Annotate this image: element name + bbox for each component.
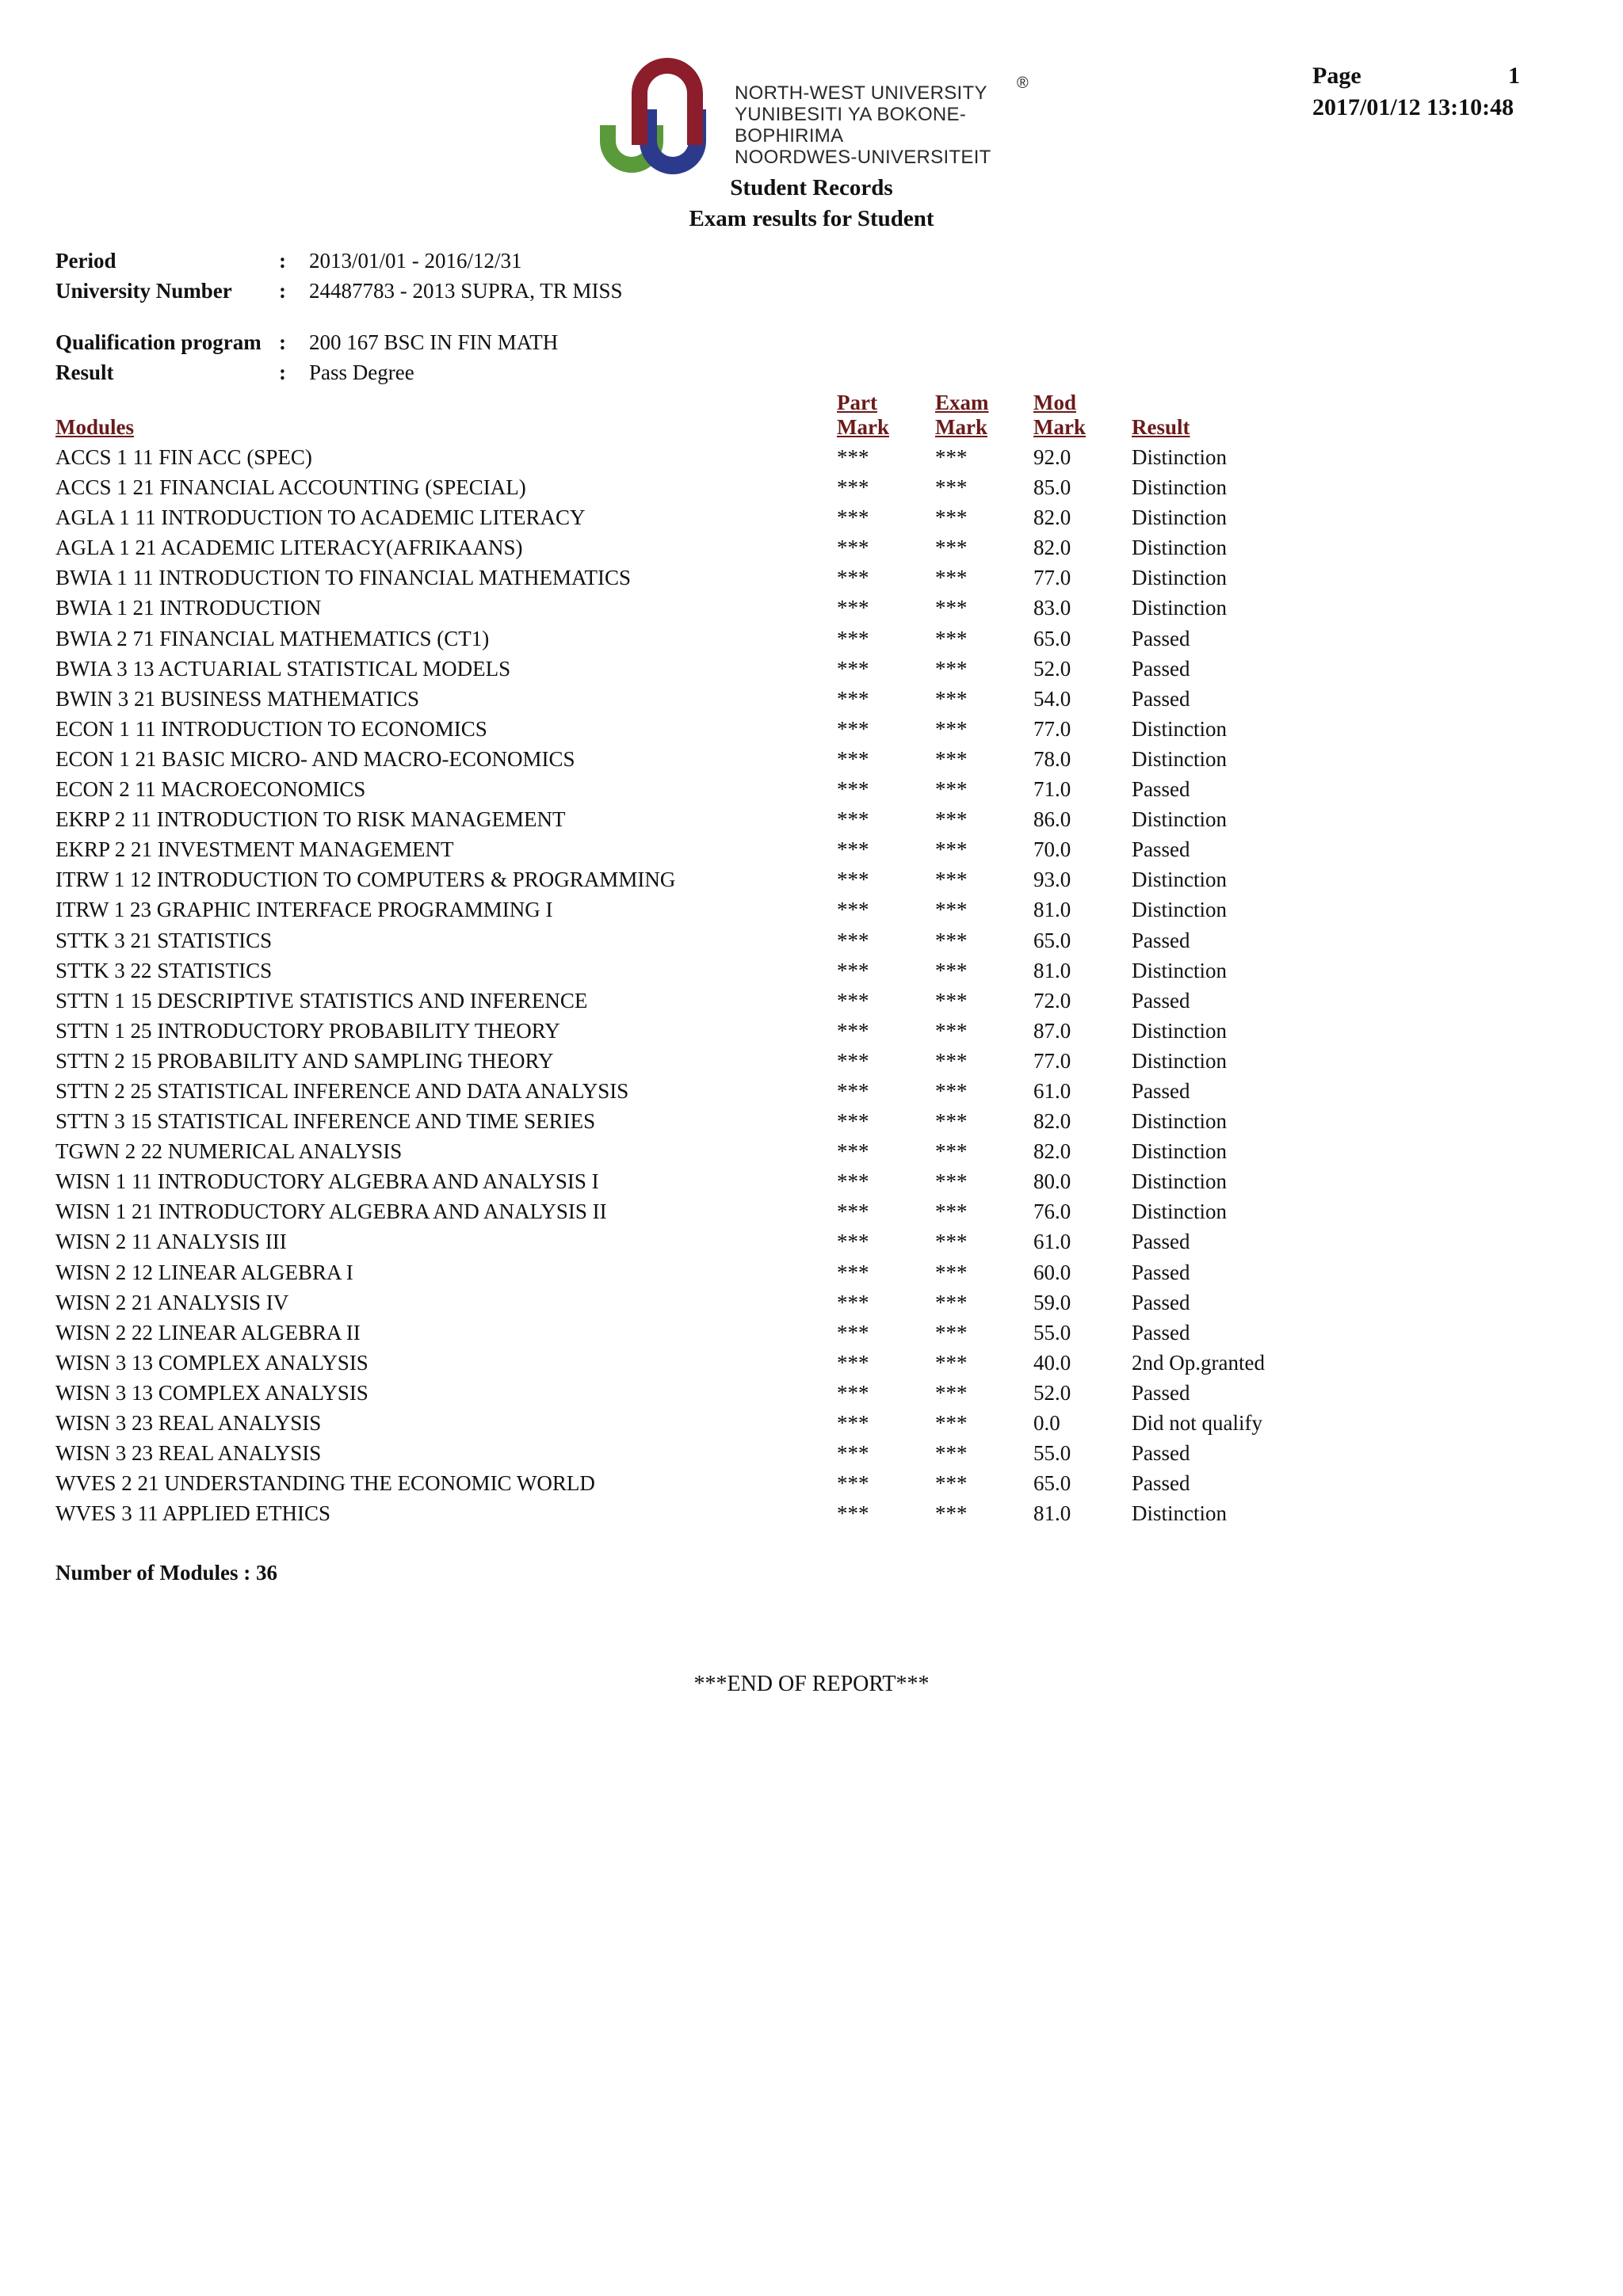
part-header-line-1: Part (837, 391, 877, 414)
mod-mark: 93.0 (1033, 868, 1071, 892)
part-mark: *** (837, 958, 869, 982)
mod-mark: 82.0 (1033, 505, 1071, 530)
part-mark: *** (837, 777, 869, 802)
part-mark: *** (837, 1471, 869, 1496)
qualification-label: Qualification program (55, 330, 262, 354)
exam-mark: *** (935, 1411, 968, 1435)
mod-mark: 65.0 (1033, 626, 1071, 650)
result-cell: Distinction (1132, 1139, 1227, 1164)
module-name: STTN 1 15 DESCRIPTIVE STATISTICS AND INFERENCE (55, 988, 588, 1013)
part-mark: *** (837, 626, 869, 650)
result-cell: Passed (1132, 1290, 1190, 1314)
mod-mark: 77.0 (1033, 566, 1071, 590)
mod-header-line-1: Mod (1033, 391, 1076, 414)
logo-line-3: NOORDWES-UNIVERSITEIT (735, 147, 991, 168)
result-cell: Passed (1132, 1230, 1190, 1254)
exam-mark-header (935, 391, 989, 440)
end-of-report: ***END OF REPORT*** (693, 1672, 930, 1696)
module-name: ITRW 1 23 GRAPHIC INTERFACE PROGRAMMING I (55, 898, 553, 922)
mod-mark-header (1033, 391, 1086, 440)
mod-mark: 71.0 (1033, 777, 1071, 802)
result-cell: Did not qualify (1132, 1411, 1262, 1435)
colon: : (279, 248, 286, 273)
exam-mark: *** (935, 777, 968, 802)
result-cell: Distinction (1132, 958, 1227, 982)
module-name: WISN 3 13 COMPLEX ANALYSIS (55, 1380, 369, 1405)
mod-mark: 0.0 (1033, 1411, 1060, 1435)
mod-mark: 82.0 (1033, 1109, 1071, 1134)
mod-mark: 76.0 (1033, 1199, 1071, 1224)
page-number-row (1312, 60, 1520, 92)
page-number: 1 (1508, 63, 1520, 89)
logo-line-2: YUNIBESITI YA BOKONE-BOPHIRIMA (735, 104, 967, 147)
exam-mark: *** (935, 1471, 968, 1496)
part-mark: *** (837, 656, 869, 681)
period-label: Period (55, 248, 116, 273)
mod-mark: 60.0 (1033, 1260, 1071, 1284)
colon: : (279, 360, 286, 384)
result-cell: Distinction (1132, 536, 1227, 560)
result-cell: Distinction (1132, 1109, 1227, 1134)
part-mark: *** (837, 1290, 869, 1314)
result-cell: Passed (1132, 626, 1190, 650)
exam-mark: *** (935, 1290, 968, 1314)
exam-mark: *** (935, 1320, 968, 1344)
logo-line-1: NORTH-WEST UNIVERSITY (735, 82, 987, 104)
mod-mark: 72.0 (1033, 988, 1071, 1013)
part-header-line-2: Mark (837, 415, 889, 439)
mod-mark: 61.0 (1033, 1230, 1071, 1254)
part-mark-header (837, 391, 889, 440)
qualification-row (55, 327, 558, 357)
mod-mark: 81.0 (1033, 1501, 1071, 1526)
exam-mark: *** (935, 1501, 968, 1526)
module-name: WISN 2 21 ANALYSIS IV (55, 1290, 289, 1314)
module-name: WISN 3 23 REAL ANALYSIS (55, 1441, 322, 1466)
part-mark: *** (837, 898, 869, 922)
part-mark: *** (837, 1139, 869, 1164)
result-cell: Distinction (1132, 1048, 1227, 1073)
mod-header-line-2: Mark (1033, 415, 1086, 439)
part-mark: *** (837, 1230, 869, 1254)
part-mark: *** (837, 1018, 869, 1043)
module-count: Number of Modules : 36 (55, 1561, 277, 1585)
part-mark: *** (837, 686, 869, 711)
exam-mark: *** (935, 596, 968, 620)
part-mark: *** (837, 475, 869, 500)
result-cell: Passed (1132, 1320, 1190, 1344)
module-name: TGWN 2 22 NUMERICAL ANALYSIS (55, 1139, 403, 1164)
university-emblem-icon (600, 54, 735, 181)
exam-mark: *** (935, 1169, 968, 1194)
part-mark: *** (837, 1350, 869, 1375)
module-name: EKRP 2 21 INVESTMENT MANAGEMENT (55, 837, 454, 862)
part-mark: *** (837, 1320, 869, 1344)
university-number-value: 24487783 - 2013 SUPRA, TR MISS (309, 278, 623, 303)
exam-mark: *** (935, 958, 968, 982)
module-name: STTN 1 25 INTRODUCTORY PROBABILITY THEORY (55, 1018, 560, 1043)
exam-mark: *** (935, 656, 968, 681)
result-cell: Distinction (1132, 1169, 1227, 1194)
exam-mark: *** (935, 898, 968, 922)
part-mark: *** (837, 1260, 869, 1284)
part-mark: *** (837, 746, 869, 771)
registered-mark: ® (1017, 74, 1029, 92)
part-mark: *** (837, 868, 869, 892)
result-cell: Distinction (1132, 596, 1227, 620)
report-title (0, 173, 1623, 235)
exam-mark: *** (935, 445, 968, 469)
module-name: WVES 2 21 UNDERSTANDING THE ECONOMIC WORLD (55, 1471, 595, 1496)
university-number-label: University Number (55, 278, 232, 303)
exam-mark: *** (935, 566, 968, 590)
mod-mark: 55.0 (1033, 1441, 1071, 1466)
result-cell: Distinction (1132, 716, 1227, 741)
part-mark: *** (837, 445, 869, 469)
part-mark: *** (837, 1078, 869, 1103)
modules-header: Modules (55, 415, 135, 439)
result-cell: Passed (1132, 1441, 1190, 1466)
module-name: ECON 1 11 INTRODUCTION TO ECONOMICS (55, 716, 487, 741)
exam-mark: *** (935, 868, 968, 892)
module-name: STTN 2 15 PROBABILITY AND SAMPLING THEORY (55, 1048, 554, 1073)
report-timestamp: 2017/01/12 13:10:48 (1312, 94, 1514, 120)
module-name: ECON 1 21 BASIC MICRO- AND MACRO-ECONOMICS (55, 746, 575, 771)
module-name: ECON 2 11 MACROECONOMICS (55, 777, 366, 802)
result-cell: Passed (1132, 656, 1190, 681)
module-name: EKRP 2 11 INTRODUCTION TO RISK MANAGEMENT (55, 807, 566, 832)
mod-mark: 86.0 (1033, 807, 1071, 832)
mod-mark: 82.0 (1033, 1139, 1071, 1164)
page-info (1312, 60, 1520, 124)
page-label: Page (1312, 63, 1361, 89)
module-name: STTN 2 25 STATISTICAL INFERENCE AND DATA ANALYSIS (55, 1078, 629, 1103)
exam-mark: *** (935, 1078, 968, 1103)
exam-mark: *** (935, 928, 968, 952)
student-info (55, 246, 623, 306)
mod-mark: 85.0 (1033, 475, 1071, 500)
result-cell: Distinction (1132, 746, 1227, 771)
result-cell: Distinction (1132, 868, 1227, 892)
part-mark: *** (837, 716, 869, 741)
mod-mark: 82.0 (1033, 536, 1071, 560)
result-cell: Passed (1132, 777, 1190, 802)
module-name: BWIA 2 71 FINANCIAL MATHEMATICS (CT1) (55, 626, 490, 650)
exam-mark: *** (935, 807, 968, 832)
module-name: BWIA 1 11 INTRODUCTION TO FINANCIAL MATHEMATICS (55, 566, 631, 590)
mod-mark: 87.0 (1033, 1018, 1071, 1043)
result-cell: Passed (1132, 988, 1190, 1013)
mod-mark: 78.0 (1033, 746, 1071, 771)
part-mark: *** (837, 505, 869, 530)
result-cell: 2nd Op.granted (1132, 1350, 1265, 1375)
module-name: WISN 2 22 LINEAR ALGEBRA II (55, 1320, 361, 1344)
qualification-info (55, 327, 558, 387)
exam-mark: *** (935, 1048, 968, 1073)
mod-mark: 83.0 (1033, 596, 1071, 620)
part-mark: *** (837, 1441, 869, 1466)
title-line-1: Student Records (730, 175, 893, 200)
result-cell: Distinction (1132, 1199, 1227, 1224)
exam-header-line-2: Mark (935, 415, 987, 439)
exam-mark: *** (935, 1380, 968, 1405)
module-name: ACCS 1 11 FIN ACC (SPEC) (55, 445, 312, 469)
exam-mark: *** (935, 686, 968, 711)
university-logo (600, 54, 1044, 181)
exam-mark: *** (935, 1018, 968, 1043)
mod-mark: 77.0 (1033, 716, 1071, 741)
result-header: Result (1132, 415, 1190, 439)
mod-mark: 52.0 (1033, 656, 1071, 681)
module-name: AGLA 1 11 INTRODUCTION TO ACADEMIC LITERACY (55, 505, 586, 530)
result-value: Pass Degree (309, 360, 414, 384)
result-cell: Distinction (1132, 807, 1227, 832)
result-cell: Passed (1132, 837, 1190, 862)
mod-mark: 40.0 (1033, 1350, 1071, 1375)
exam-mark: *** (935, 746, 968, 771)
result-cell: Distinction (1132, 475, 1227, 500)
mod-mark: 80.0 (1033, 1169, 1071, 1194)
result-cell: Passed (1132, 1380, 1190, 1405)
exam-mark: *** (935, 1139, 968, 1164)
exam-mark: *** (935, 1441, 968, 1466)
mod-mark: 55.0 (1033, 1320, 1071, 1344)
mod-mark: 65.0 (1033, 1471, 1071, 1496)
result-label: Result (55, 360, 114, 384)
module-name: STTN 3 15 STATISTICAL INFERENCE AND TIME SERIES (55, 1109, 596, 1134)
result-cell: Passed (1132, 1260, 1190, 1284)
module-name: BWIA 3 13 ACTUARIAL STATISTICAL MODELS (55, 656, 511, 681)
module-name: WISN 1 21 INTRODUCTORY ALGEBRA AND ANALYSIS II (55, 1199, 607, 1224)
colon: : (279, 278, 286, 303)
part-mark: *** (837, 1380, 869, 1405)
exam-mark: *** (935, 1260, 968, 1284)
part-mark: *** (837, 1109, 869, 1134)
exam-mark: *** (935, 505, 968, 530)
mod-mark: 59.0 (1033, 1290, 1071, 1314)
part-mark: *** (837, 1169, 869, 1194)
module-name: WISN 2 12 LINEAR ALGEBRA I (55, 1260, 353, 1284)
exam-mark: *** (935, 1230, 968, 1254)
part-mark: *** (837, 596, 869, 620)
mod-mark: 81.0 (1033, 898, 1071, 922)
result-cell: Distinction (1132, 505, 1227, 530)
module-name: WISN 3 13 COMPLEX ANALYSIS (55, 1350, 369, 1375)
exam-mark: *** (935, 988, 968, 1013)
mod-mark: 77.0 (1033, 1048, 1071, 1073)
result-cell: Distinction (1132, 1501, 1227, 1526)
part-mark: *** (837, 566, 869, 590)
mod-mark: 92.0 (1033, 445, 1071, 469)
module-name: STTK 3 22 STATISTICS (55, 958, 273, 982)
module-name: ACCS 1 21 FINANCIAL ACCOUNTING (SPECIAL) (55, 475, 526, 500)
mod-mark: 52.0 (1033, 1380, 1071, 1405)
exam-mark: *** (935, 716, 968, 741)
module-name: BWIN 3 21 BUSINESS MATHEMATICS (55, 686, 420, 711)
exam-mark: *** (935, 536, 968, 560)
module-name: WVES 3 11 APPLIED ETHICS (55, 1501, 331, 1526)
result-cell: Passed (1132, 1471, 1190, 1496)
exam-mark: *** (935, 1109, 968, 1134)
result-cell: Passed (1132, 1078, 1190, 1103)
result-cell: Distinction (1132, 566, 1227, 590)
module-name: WISN 1 11 INTRODUCTORY ALGEBRA AND ANALYSIS I (55, 1169, 599, 1194)
colon: : (279, 330, 286, 354)
part-mark: *** (837, 1199, 869, 1224)
part-mark: *** (837, 1048, 869, 1073)
part-mark: *** (837, 807, 869, 832)
exam-mark: *** (935, 1350, 968, 1375)
result-cell: Passed (1132, 928, 1190, 952)
part-mark: *** (837, 1501, 869, 1526)
module-name: WISN 3 23 REAL ANALYSIS (55, 1411, 322, 1435)
result-cell: Distinction (1132, 1018, 1227, 1043)
qualification-value: 200 167 BSC IN FIN MATH (309, 330, 559, 354)
logo-text (735, 82, 1044, 168)
mod-mark: 81.0 (1033, 958, 1071, 982)
module-name: STTK 3 21 STATISTICS (55, 928, 273, 952)
period-value: 2013/01/01 - 2016/12/31 (309, 248, 522, 273)
part-mark: *** (837, 1411, 869, 1435)
mod-mark: 70.0 (1033, 837, 1071, 862)
mod-mark: 65.0 (1033, 928, 1071, 952)
exam-header-line-1: Exam (935, 391, 989, 414)
result-cell: Passed (1132, 686, 1190, 711)
exam-mark: *** (935, 837, 968, 862)
part-mark: *** (837, 837, 869, 862)
university-number-row (55, 276, 623, 306)
module-name: ITRW 1 12 INTRODUCTION TO COMPUTERS & PROGRAMMING (55, 868, 676, 892)
mod-mark: 54.0 (1033, 686, 1071, 711)
part-mark: *** (837, 988, 869, 1013)
title-line-2: Exam results for Student (689, 206, 934, 231)
exam-mark: *** (935, 475, 968, 500)
module-name: WISN 2 11 ANALYSIS III (55, 1230, 287, 1254)
result-cell: Distinction (1132, 445, 1227, 469)
mod-mark: 61.0 (1033, 1078, 1071, 1103)
exam-mark: *** (935, 626, 968, 650)
part-mark: *** (837, 928, 869, 952)
period-row (55, 246, 623, 276)
module-name: BWIA 1 21 INTRODUCTION (55, 596, 322, 620)
module-name: AGLA 1 21 ACADEMIC LITERACY(AFRIKAANS) (55, 536, 523, 560)
part-mark: *** (837, 536, 869, 560)
result-row (55, 357, 558, 387)
result-cell: Distinction (1132, 898, 1227, 922)
exam-mark: *** (935, 1199, 968, 1224)
